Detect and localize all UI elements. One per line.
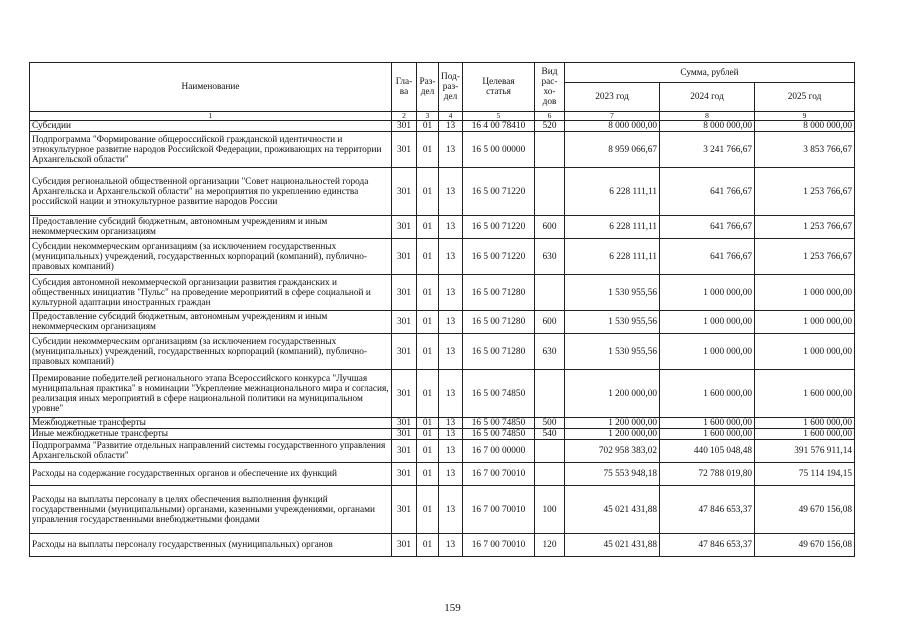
row-name: Иные межбюджетные трансферты xyxy=(30,429,392,440)
row-name: Субсидия региональной общественной организации "Совет национальностей города Архангельска и Архангельской области" на мероприятия по укреплению единства российской нации и этнокультурное развитие народов России xyxy=(30,168,392,216)
row-glava: 301 xyxy=(392,311,417,334)
header-target xyxy=(463,63,535,112)
row-sum-2025: 1 600 000,00 xyxy=(755,418,855,429)
row-razdel: 01 xyxy=(417,311,439,334)
row-glava: 301 xyxy=(392,534,417,557)
header-glava-text: Гла- ва xyxy=(395,77,413,97)
row-podrazdel: 13 xyxy=(439,334,463,370)
row-vid: 630 xyxy=(535,239,565,275)
row-razdel: 01 xyxy=(417,463,439,486)
row-name: Субсидии некоммерческим организациям (за исключением государственных (муниципальных) учреждений, государственных корпораций (компаний), публично-правовых компаний) xyxy=(30,334,392,370)
row-sum-2024: 1 000 000,00 xyxy=(660,334,755,370)
header-podrazdel xyxy=(439,63,463,112)
row-target: 16 5 00 74850 xyxy=(463,429,535,440)
table-row xyxy=(30,311,855,334)
row-sum-2023: 1 530 955,56 xyxy=(565,275,660,311)
row-sum-2025: 1 253 766,67 xyxy=(755,216,855,239)
budget-table xyxy=(29,62,855,557)
row-glava: 301 xyxy=(392,418,417,429)
header-2023: 2023 год xyxy=(565,83,660,112)
row-sum-2025: 1 000 000,00 xyxy=(755,334,855,370)
row-sum-2025: 1 000 000,00 xyxy=(755,311,855,334)
row-podrazdel: 13 xyxy=(439,239,463,275)
row-razdel: 01 xyxy=(417,370,439,418)
row-sum-2024: 1 600 000,00 xyxy=(660,429,755,440)
table-row xyxy=(30,486,855,534)
row-sum-2024: 641 766,67 xyxy=(660,239,755,275)
col-number: 4 xyxy=(439,112,463,121)
col-number: 3 xyxy=(417,112,439,121)
row-vid xyxy=(535,275,565,311)
header-vid-text: Вид рас- хо- дов xyxy=(541,67,558,107)
row-razdel: 01 xyxy=(417,486,439,534)
row-sum-2024: 1 000 000,00 xyxy=(660,311,755,334)
row-glava: 301 xyxy=(392,370,417,418)
row-sum-2025: 8 000 000,00 xyxy=(755,121,855,132)
header-razdel xyxy=(417,63,439,112)
row-podrazdel: 13 xyxy=(439,216,463,239)
col-number: 6 xyxy=(535,112,565,121)
row-sum-2023: 8 000 000,00 xyxy=(565,121,660,132)
row-target: 16 5 00 71280 xyxy=(463,311,535,334)
row-sum-2024: 1 600 000,00 xyxy=(660,370,755,418)
page-number: 159 xyxy=(444,602,461,614)
row-target: 16 5 00 00000 xyxy=(463,132,535,168)
row-glava: 301 xyxy=(392,239,417,275)
row-sum-2023: 6 228 111,11 xyxy=(565,239,660,275)
row-target: 16 5 00 74850 xyxy=(463,370,535,418)
row-glava: 301 xyxy=(392,463,417,486)
row-sum-2025: 49 670 156,08 xyxy=(755,486,855,534)
table-row xyxy=(30,168,855,216)
header-name: Наименование xyxy=(30,63,392,112)
row-glava: 301 xyxy=(392,132,417,168)
row-glava: 301 xyxy=(392,440,417,463)
col-number: 1 xyxy=(30,112,392,121)
row-glava: 301 xyxy=(392,429,417,440)
row-vid: 540 xyxy=(535,429,565,440)
row-podrazdel: 13 xyxy=(439,429,463,440)
row-sum-2023: 8 959 066,67 xyxy=(565,132,660,168)
row-sum-2025: 1 600 000,00 xyxy=(755,370,855,418)
row-sum-2023: 6 228 111,11 xyxy=(565,216,660,239)
row-target: 16 7 00 70010 xyxy=(463,534,535,557)
row-name: Предоставление субсидий бюджетным, автономным учреждениям и иным некоммерческим организациям xyxy=(30,311,392,334)
row-razdel: 01 xyxy=(417,239,439,275)
row-glava: 301 xyxy=(392,334,417,370)
row-podrazdel: 13 xyxy=(439,440,463,463)
row-target: 16 5 00 71220 xyxy=(463,168,535,216)
row-name: Межбюджетные трансферты xyxy=(30,418,392,429)
row-razdel: 01 xyxy=(417,275,439,311)
row-sum-2023: 1 200 000,00 xyxy=(565,429,660,440)
row-sum-2023: 1 200 000,00 xyxy=(565,418,660,429)
row-vid xyxy=(535,463,565,486)
row-podrazdel: 13 xyxy=(439,311,463,334)
header-vid xyxy=(535,63,565,112)
row-name: Подпрограмма "Развитие отдельных направлений системы государственного управления Архангельской области" xyxy=(30,440,392,463)
row-razdel: 01 xyxy=(417,334,439,370)
row-vid xyxy=(535,168,565,216)
row-sum-2025: 1 000 000,00 xyxy=(755,275,855,311)
row-sum-2023: 702 958 383,02 xyxy=(565,440,660,463)
table-row xyxy=(30,275,855,311)
row-podrazdel: 13 xyxy=(439,463,463,486)
row-vid xyxy=(535,370,565,418)
row-glava: 301 xyxy=(392,486,417,534)
row-sum-2024: 641 766,67 xyxy=(660,168,755,216)
table-row xyxy=(30,121,855,132)
row-sum-2024: 1 000 000,00 xyxy=(660,275,755,311)
row-razdel: 01 xyxy=(417,216,439,239)
row-sum-2025: 1 253 766,67 xyxy=(755,168,855,216)
row-vid: 500 xyxy=(535,418,565,429)
row-sum-2024: 47 846 653,37 xyxy=(660,486,755,534)
row-sum-2024: 1 600 000,00 xyxy=(660,418,755,429)
row-sum-2023: 45 021 431,88 xyxy=(565,486,660,534)
row-vid: 520 xyxy=(535,121,565,132)
row-sum-2025: 3 853 766,67 xyxy=(755,132,855,168)
row-sum-2023: 6 228 111,11 xyxy=(565,168,660,216)
row-vid: 630 xyxy=(535,334,565,370)
table-row xyxy=(30,132,855,168)
row-podrazdel: 13 xyxy=(439,121,463,132)
row-name: Субсидия автономной некоммерческой организации развития гражданских и общественных инициатив "Пульс" на проведение мероприятий в сфере социальной и культурной адаптации иностранных граждан xyxy=(30,275,392,311)
row-sum-2025: 75 114 194,15 xyxy=(755,463,855,486)
row-sum-2023: 45 021 431,88 xyxy=(565,534,660,557)
row-razdel: 01 xyxy=(417,534,439,557)
table-row xyxy=(30,440,855,463)
row-name: Расходы на выплаты персоналу в целях обеспечения выполнения функций государственными (муниципальными) органами, казенными учреждениями, органами управления государственными внебюджетными фондами xyxy=(30,486,392,534)
row-razdel: 01 xyxy=(417,121,439,132)
row-sum-2024: 641 766,67 xyxy=(660,216,755,239)
table-row xyxy=(30,370,855,418)
header-podrazdel-text: Под- раз- дел xyxy=(441,72,460,102)
row-name: Субсидии xyxy=(30,121,392,132)
header-razdel-text: Раз- дел xyxy=(419,77,436,97)
row-sum-2024: 3 241 766,67 xyxy=(660,132,755,168)
row-vid: 600 xyxy=(535,216,565,239)
col-number: 2 xyxy=(392,112,417,121)
row-target: 16 5 00 74850 xyxy=(463,418,535,429)
row-sum-2023: 1 530 955,56 xyxy=(565,311,660,334)
row-vid: 120 xyxy=(535,534,565,557)
table-row xyxy=(30,429,855,440)
row-sum-2023: 1 530 955,56 xyxy=(565,334,660,370)
table-row xyxy=(30,216,855,239)
row-podrazdel: 13 xyxy=(439,168,463,216)
table-row xyxy=(30,239,855,275)
row-name: Расходы на выплаты персоналу государственных (муниципальных) органов xyxy=(30,534,392,557)
row-glava: 301 xyxy=(392,275,417,311)
row-glava: 301 xyxy=(392,216,417,239)
row-sum-2025: 1 253 766,67 xyxy=(755,239,855,275)
col-number: 5 xyxy=(463,112,535,121)
header-2024: 2024 год xyxy=(660,83,755,112)
table-row xyxy=(30,463,855,486)
row-name: Предоставление субсидий бюджетным, автономным учреждениям и иным некоммерческим организациям xyxy=(30,216,392,239)
table-body xyxy=(30,121,855,557)
row-target: 16 5 00 71220 xyxy=(463,239,535,275)
row-sum-2025: 1 600 000,00 xyxy=(755,429,855,440)
row-podrazdel: 13 xyxy=(439,275,463,311)
row-glava: 301 xyxy=(392,121,417,132)
row-podrazdel: 13 xyxy=(439,418,463,429)
row-name: Субсидии некоммерческим организациям (за исключением государственных (муниципальных) учреждений, государственных корпораций (компаний), публично-правовых компаний) xyxy=(30,239,392,275)
row-sum-2025: 391 576 911,14 xyxy=(755,440,855,463)
row-razdel: 01 xyxy=(417,168,439,216)
row-sum-2023: 75 553 948,18 xyxy=(565,463,660,486)
col-number: 8 xyxy=(660,112,755,121)
row-target: 16 5 00 71220 xyxy=(463,216,535,239)
table-row xyxy=(30,534,855,557)
row-vid: 100 xyxy=(535,486,565,534)
row-name: Расходы на содержание государственных органов и обеспечение их функций xyxy=(30,463,392,486)
header-2025: 2025 год xyxy=(755,83,855,112)
row-podrazdel: 13 xyxy=(439,486,463,534)
header-glava xyxy=(392,63,417,112)
table-row xyxy=(30,334,855,370)
row-razdel: 01 xyxy=(417,418,439,429)
row-sum-2025: 49 670 156,08 xyxy=(755,534,855,557)
row-razdel: 01 xyxy=(417,132,439,168)
row-glava: 301 xyxy=(392,168,417,216)
row-sum-2024: 47 846 653,37 xyxy=(660,534,755,557)
row-sum-2024: 8 000 000,00 xyxy=(660,121,755,132)
row-vid xyxy=(535,440,565,463)
row-vid xyxy=(535,132,565,168)
table-row xyxy=(30,418,855,429)
header-target-text: Целевая статья xyxy=(482,77,515,97)
row-sum-2023: 1 200 000,00 xyxy=(565,370,660,418)
row-name: Подпрограмма "Формирование общероссийской гражданской идентичности и этнокультурное развитие народов Российской Федерации, проживающих на территории Архангельской области" xyxy=(30,132,392,168)
column-numbers-row xyxy=(30,112,855,121)
row-target: 16 4 00 78410 xyxy=(463,121,535,132)
col-number: 9 xyxy=(755,112,855,121)
row-sum-2024: 440 105 048,48 xyxy=(660,440,755,463)
row-razdel: 01 xyxy=(417,440,439,463)
row-target: 16 7 00 00000 xyxy=(463,440,535,463)
row-target: 16 5 00 71280 xyxy=(463,275,535,311)
row-name: Премирование победителей регионального этапа Всероссийского конкурса "Лучшая муниципальная практика" в номинации "Укрепление межнационального мира и согласия, реализация иных мероприятий в сфере национальной политики на муниципальном уровне" xyxy=(30,370,392,418)
row-target: 16 7 00 70010 xyxy=(463,486,535,534)
row-sum-2024: 72 788 019,80 xyxy=(660,463,755,486)
row-target: 16 7 00 70010 xyxy=(463,463,535,486)
row-podrazdel: 13 xyxy=(439,132,463,168)
row-podrazdel: 13 xyxy=(439,534,463,557)
header-sum: Сумма, рублей xyxy=(565,63,855,83)
col-number: 7 xyxy=(565,112,660,121)
row-vid: 600 xyxy=(535,311,565,334)
row-target: 16 5 00 71280 xyxy=(463,334,535,370)
row-podrazdel: 13 xyxy=(439,370,463,418)
row-razdel: 01 xyxy=(417,429,439,440)
